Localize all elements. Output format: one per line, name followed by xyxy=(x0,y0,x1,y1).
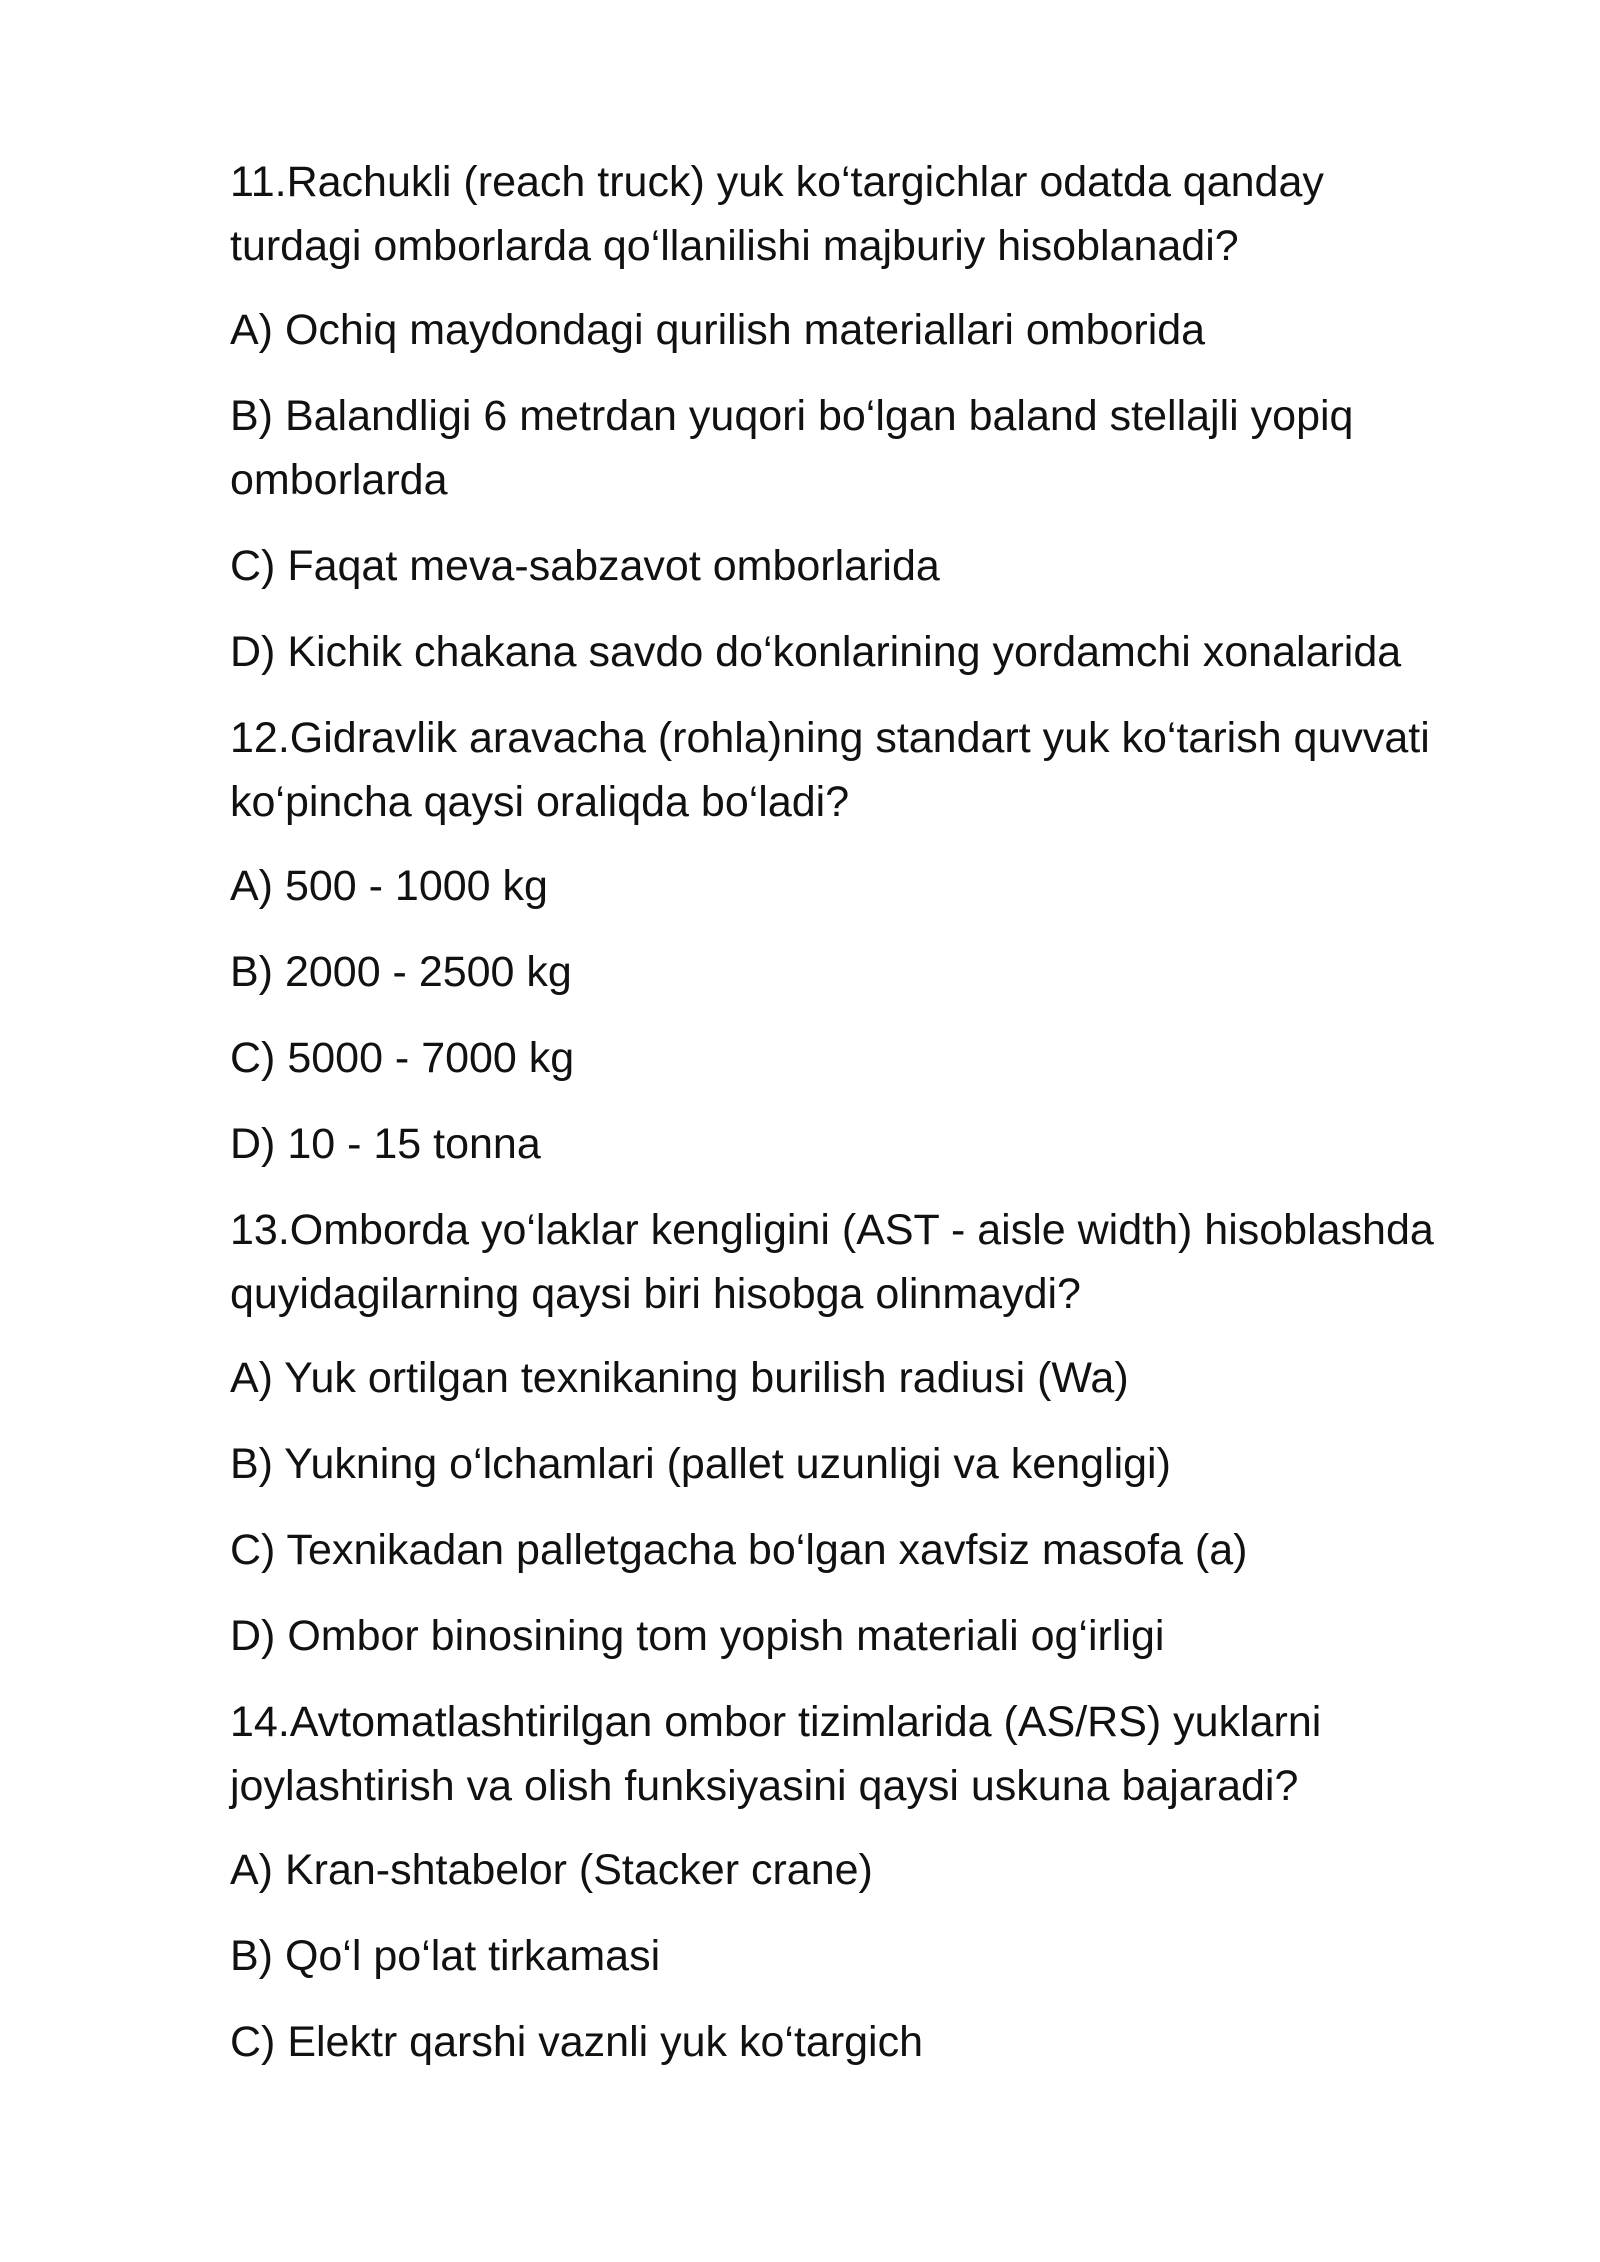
option-text: C) 5000 - 7000 kg xyxy=(230,1034,575,1082)
answer-option-b xyxy=(230,1432,1500,1496)
answer-option-d xyxy=(230,620,1500,684)
question-text xyxy=(230,150,1500,278)
question-12 xyxy=(230,706,1500,1176)
option-text: A) Kran-shtabelor (Stacker crane) xyxy=(230,1846,873,1894)
question-line: joylashtirish va olish funksiyasini qaysi uskuna bajaradi? xyxy=(230,1762,1299,1810)
option-text: omborlarda xyxy=(230,456,448,504)
answer-option-d xyxy=(230,1112,1500,1176)
question-text xyxy=(230,1690,1500,1818)
question-line: 13.Omborda yo‘laklar kengligini (AST - aisle width) hisoblashda xyxy=(230,1206,1434,1254)
answer-option-a xyxy=(230,1346,1500,1410)
question-line: ko‘pincha qaysi oraliqda bo‘ladi? xyxy=(230,778,850,826)
question-14 xyxy=(230,1690,1500,2074)
option-text: A) 500 - 1000 kg xyxy=(230,862,548,910)
answer-option-b xyxy=(230,384,1500,512)
option-text: C) Elektr qarshi vaznli yuk ko‘targich xyxy=(230,2018,924,2066)
answer-option-c xyxy=(230,1026,1500,1090)
answer-option-c xyxy=(230,1518,1500,1582)
option-text: B) Yukning o‘lchamlari (pallet uzunligi va kengligi) xyxy=(230,1440,1171,1488)
option-text: D) Kichik chakana savdo do‘konlarining yordamchi xonalarida xyxy=(230,628,1402,676)
question-line: 11.Rachukli (reach truck) yuk ko‘targichlar odatda qanday xyxy=(230,158,1324,206)
answer-option-b xyxy=(230,940,1500,1004)
document-page xyxy=(230,150,1500,2096)
answer-option-d xyxy=(230,1604,1500,1668)
question-line: quyidagilarning qaysi biri hisobga olinmaydi? xyxy=(230,1270,1081,1318)
option-text: A) Ochiq maydondagi qurilish materiallari omborida xyxy=(230,306,1206,354)
answer-option-c xyxy=(230,2010,1500,2074)
answer-option-b xyxy=(230,1924,1500,1988)
option-text: D) Ombor binosining tom yopish materiali og‘irligi xyxy=(230,1612,1165,1660)
option-text: B) 2000 - 2500 kg xyxy=(230,948,572,996)
question-text xyxy=(230,706,1500,834)
answer-option-a xyxy=(230,854,1500,918)
question-11 xyxy=(230,150,1500,684)
option-text: C) Texnikadan palletgacha bo‘lgan xavfsiz masofa (a) xyxy=(230,1526,1248,1574)
question-13 xyxy=(230,1198,1500,1668)
question-line: 12.Gidravlik aravacha (rohla)ning standart yuk ko‘tarish quvvati xyxy=(230,714,1430,762)
option-text: B) Qo‘l po‘lat tirkamasi xyxy=(230,1932,661,1980)
answer-option-c xyxy=(230,534,1500,598)
option-text: C) Faqat meva-sabzavot omborlarida xyxy=(230,542,940,590)
answer-option-a xyxy=(230,298,1500,362)
question-line: turdagi omborlarda qo‘llanilishi majburiy hisoblanadi? xyxy=(230,222,1239,270)
option-text: A) Yuk ortilgan texnikaning burilish radiusi (Wa) xyxy=(230,1354,1129,1402)
question-line: 14.Avtomatlashtirilgan ombor tizimlarida (AS/RS) yuklarni xyxy=(230,1698,1322,1746)
option-text: B) Balandligi 6 metrdan yuqori bo‘lgan baland stellajli yopiq xyxy=(230,392,1354,440)
option-text: D) 10 - 15 tonna xyxy=(230,1120,541,1168)
answer-option-a xyxy=(230,1838,1500,1902)
question-text xyxy=(230,1198,1500,1326)
